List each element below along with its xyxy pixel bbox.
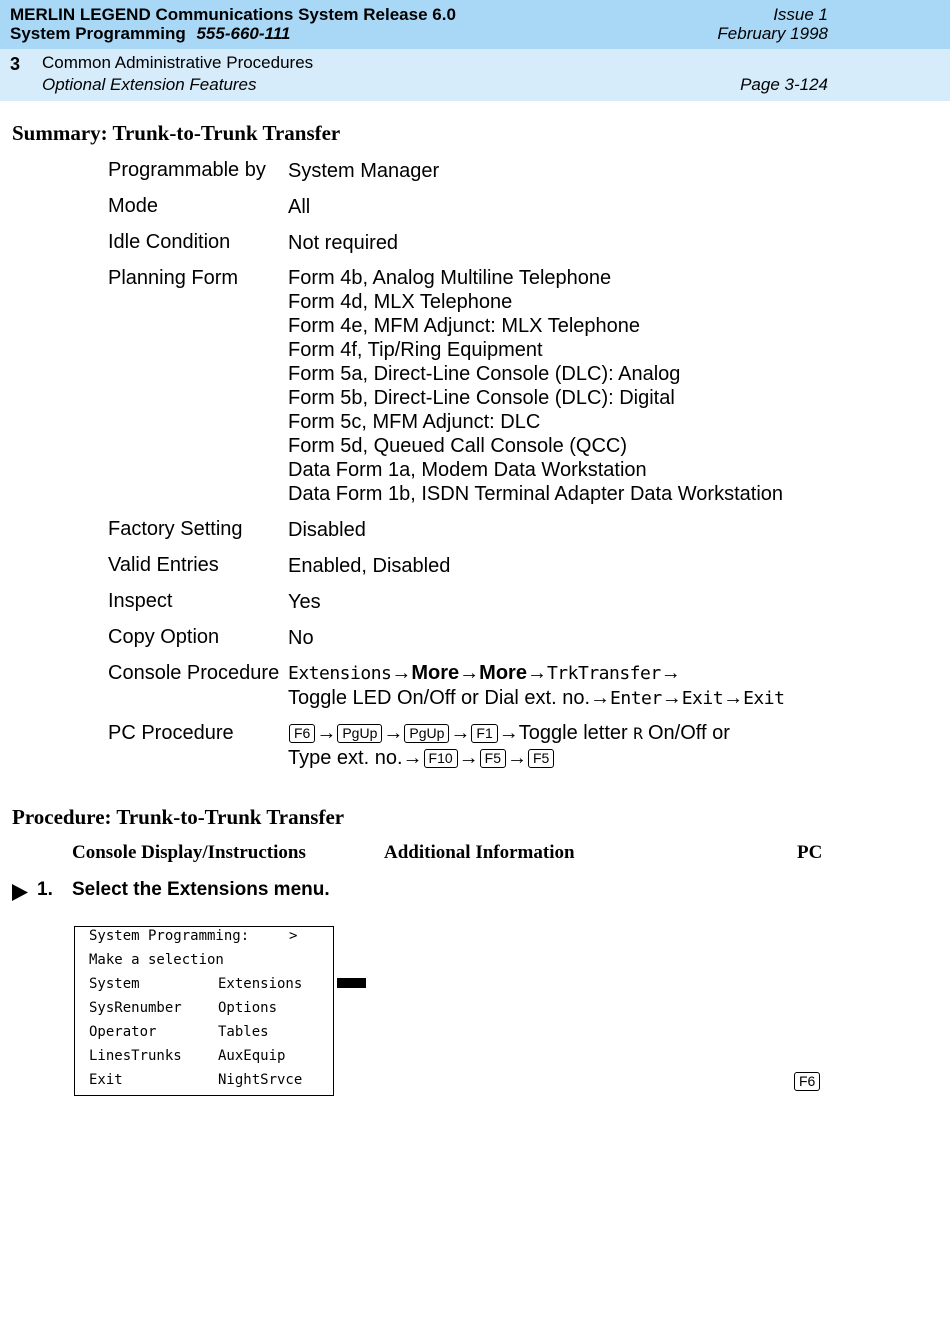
- screen-option-auxequip[interactable]: AuxEquip: [218, 1048, 286, 1064]
- screen-option-options[interactable]: Options: [218, 1000, 278, 1016]
- inspect-value: Yes: [288, 591, 321, 613]
- screen-option-sysrenumber[interactable]: SysRenumber: [89, 1000, 182, 1016]
- arrow: →: [590, 687, 611, 709]
- screen-option-tables[interactable]: Tables: [218, 1024, 269, 1040]
- on-off-text: On/Off or: [647, 722, 730, 744]
- column-additional-info: Additional Information: [384, 842, 575, 863]
- selection-indicator-bar: [337, 978, 366, 988]
- header-subtitle: [10, 24, 290, 44]
- planning-form-item: Form 5c, MFM Adjunct: DLC: [288, 411, 541, 433]
- screen-option-linestrunks[interactable]: LinesTrunks: [89, 1048, 182, 1064]
- idle-condition-label: Idle Condition: [108, 231, 231, 253]
- screen-option-nightsrvce[interactable]: NightSrvce: [218, 1072, 303, 1088]
- step-pointer-icon: [12, 884, 28, 901]
- f1-key: F1: [471, 724, 497, 743]
- planning-form-item: Form 5a, Direct-Line Console (DLC): Analog: [288, 363, 681, 385]
- arrow: →: [450, 722, 471, 744]
- planning-form-item: Form 4e, MFM Adjunct: MLX Telephone: [288, 315, 641, 337]
- more-key-text: More: [411, 662, 460, 684]
- header-doc-name: System Programming: [10, 24, 186, 43]
- screen-option-system[interactable]: System: [89, 976, 140, 992]
- valid-entries-label: Valid Entries: [108, 554, 219, 576]
- step-number: 1.: [37, 879, 53, 900]
- arrow: →: [526, 662, 547, 684]
- header-title: MERLIN LEGEND Communications System Release 6.0: [10, 5, 456, 24]
- planning-form-label: Planning Form: [108, 267, 239, 289]
- console-display-screen: [74, 926, 334, 1096]
- arrow: →: [316, 722, 337, 744]
- planning-form-item: Form 4b, Analog Multiline Telephone: [288, 267, 612, 289]
- screen-option-extensions[interactable]: Extensions: [218, 976, 303, 992]
- pc-procedure-value: [288, 721, 730, 770]
- copy-option-label: Copy Option: [108, 626, 220, 648]
- toggle-instruction: Toggle LED On/Off or Dial ext. no.: [288, 687, 591, 709]
- f5-key: F5: [480, 749, 506, 768]
- chapter-title: Common Administrative Procedures: [42, 53, 314, 72]
- pgup-key: PgUp: [337, 724, 382, 743]
- procedure-heading: Procedure: Trunk-to-Trunk Transfer: [12, 805, 345, 829]
- copy-option-value: No: [288, 627, 314, 649]
- arrow: →: [498, 722, 519, 744]
- arrow: →: [459, 662, 480, 684]
- inspect-label: Inspect: [108, 590, 173, 612]
- arrow: →: [391, 662, 412, 684]
- f6-key: F6: [794, 1072, 820, 1091]
- planning-form-item: Form 5b, Direct-Line Console (DLC): Digital: [288, 387, 675, 409]
- planning-form-item: Form 5d, Queued Call Console (QCC): [288, 435, 628, 457]
- arrow: →: [383, 722, 404, 744]
- factory-setting-label: Factory Setting: [108, 518, 243, 540]
- f6-key: F6: [289, 724, 315, 743]
- arrow: →: [723, 687, 744, 709]
- screen-prompt: Make a selection: [89, 952, 224, 968]
- step-text: Select the Extensions menu.: [72, 879, 330, 900]
- planning-form-item: Data Form 1a, Modem Data Workstation: [288, 459, 647, 481]
- arrow: →: [661, 687, 682, 709]
- console-procedure-label: Console Procedure: [108, 662, 280, 684]
- planning-form-item: Data Form 1b, ISDN Terminal Adapter Data Workstation: [288, 483, 784, 505]
- exit-key-text: Exit: [681, 688, 724, 709]
- summary-heading: Summary: Trunk-to-Trunk Transfer: [12, 121, 341, 145]
- more-key-text: More: [479, 662, 527, 684]
- f5-key: F5: [528, 749, 554, 768]
- arrow: →: [402, 747, 423, 769]
- factory-setting-value: Disabled: [288, 519, 366, 541]
- type-ext-text: Type ext. no.: [288, 747, 403, 769]
- toggle-letter-text: Toggle letter: [518, 722, 628, 744]
- console-procedure-value: [288, 661, 784, 711]
- mode-value: All: [288, 196, 311, 218]
- header-issue: Issue 1: [773, 5, 828, 24]
- extensions-key-text: Extensions: [288, 663, 392, 684]
- screen-title-arrow: >: [289, 928, 298, 944]
- letter-r-glyph: R: [633, 724, 643, 743]
- programmable-by-label: Programmable by: [108, 159, 266, 181]
- page-number: Page 3-124: [740, 75, 828, 94]
- header-bar: [0, 0, 950, 49]
- arrow: →: [660, 662, 681, 684]
- exit-key-text: Exit: [743, 688, 785, 709]
- header-date: February 1998: [717, 24, 828, 43]
- idle-condition-value: Not required: [288, 232, 399, 254]
- planning-form-item: Form 4d, MLX Telephone: [288, 291, 513, 313]
- trktransfer-key-text: TrkTransfer: [546, 663, 661, 684]
- section-bar: [0, 49, 950, 101]
- mode-label: Mode: [108, 195, 159, 217]
- arrow: →: [458, 747, 479, 769]
- pc-procedure-label: PC Procedure: [108, 722, 234, 744]
- section-title: Optional Extension Features: [42, 75, 257, 94]
- chapter-number: 3: [10, 54, 21, 74]
- column-console-display: Console Display/Instructions: [72, 842, 306, 863]
- header-doc-number: 555-660-111: [196, 24, 291, 43]
- screen-option-operator[interactable]: Operator: [89, 1024, 157, 1040]
- valid-entries-value: Enabled, Disabled: [288, 555, 451, 577]
- programmable-by-value: System Manager: [288, 160, 440, 182]
- column-pc: PC: [797, 842, 823, 863]
- screen-option-exit[interactable]: Exit: [89, 1072, 123, 1088]
- enter-key-text: Enter: [610, 688, 662, 709]
- pgup-key: PgUp: [404, 724, 449, 743]
- f10-key: F10: [424, 749, 458, 768]
- screen-title: System Programming:: [89, 928, 250, 944]
- arrow: →: [506, 747, 527, 769]
- planning-form-item: Form 4f, Tip/Ring Equipment: [288, 339, 543, 361]
- planning-form-list: [288, 266, 783, 506]
